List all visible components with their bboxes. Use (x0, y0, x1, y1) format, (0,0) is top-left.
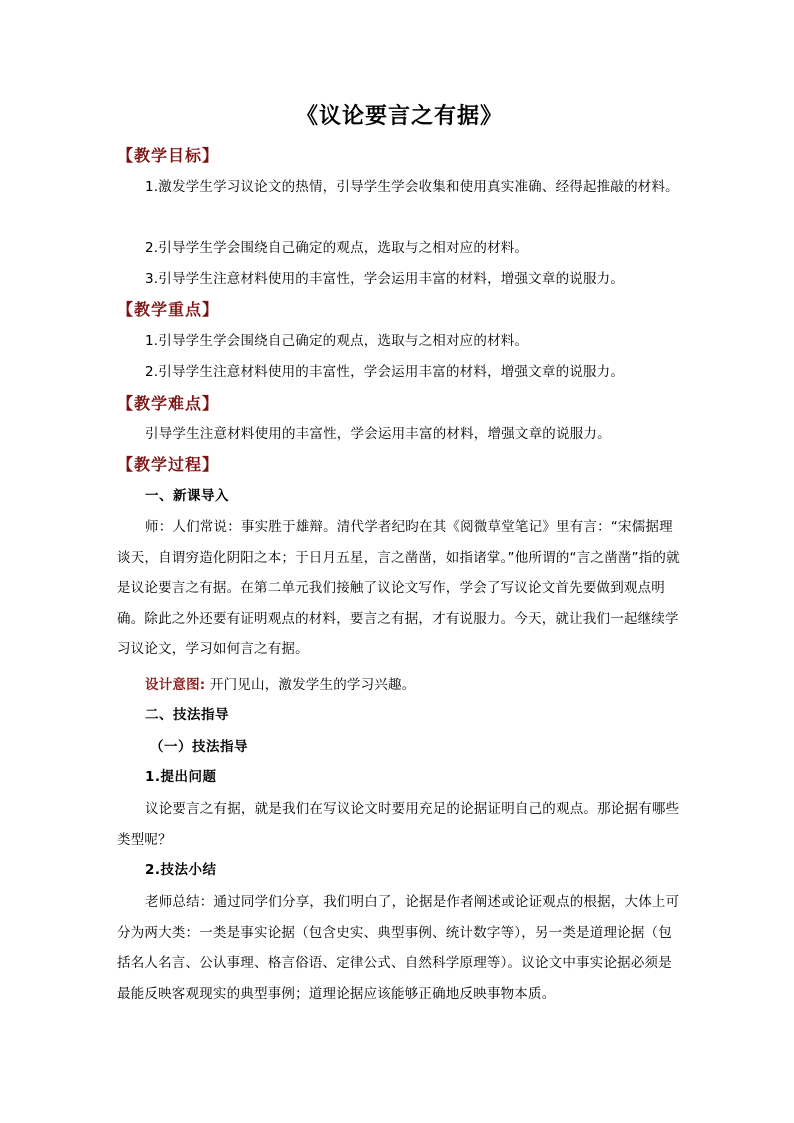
step1-title: 1.提出问题 (145, 769, 217, 785)
key-point-item-2: 2.引导学生注意材料使用的丰富性，学会运用丰富的材料，增强文章的说服力。 (145, 364, 625, 380)
design-intent-label: 设计意图: (145, 677, 206, 693)
heading-objectives: 【教学目标】 (117, 146, 220, 165)
step2-text: 老师总结：通过同学们分享，我们明白了，论据是作者阐述或论证观点的根据，大体上可分为两大类：一类是事实论据（包含史实、典型事例、统计数字等），另一类是道理论据（包括名人名言、公认事理、格言俗语、定律公式、自然科学原理等）。议论文中事实论据必须是最能反映客观现实的典型事例；道理论据应该能够正确地反映事物本质。 (117, 894, 680, 1002)
objective-item-1: 1.激发学生学习议论文的热情，引导学生学会收集和使用真实准确、经得起推敲的材料。 (145, 179, 679, 195)
step2-title: 2.技法小结 (145, 862, 217, 878)
document-title: 《议论要言之有据》 (295, 103, 503, 129)
sub1-title: （一）技法指导 (150, 739, 248, 755)
part2-title: 二、技法指导 (145, 707, 229, 723)
heading-key-points: 【教学重点】 (117, 300, 220, 319)
objective-item-2: 2.引导学生学会围绕自己确定的观点，选取与之相对应的材料。 (145, 240, 529, 256)
difficulty-text: 引导学生注意材料使用的丰富性，学会运用丰富的材料，增强文章的说服力。 (145, 426, 611, 442)
design-intent (117, 670, 682, 701)
heading-process: 【教学过程】 (117, 455, 220, 474)
design-intent-text: 开门见山，激发学生的学习兴趣。 (205, 677, 416, 693)
part1-title: 一、新课导入 (145, 488, 229, 504)
heading-difficulties: 【教学难点】 (117, 394, 220, 413)
intro-paragraph: 师：人们常说：事实胜于雄辩。清代学者纪昀在其《阅微草堂笔记》里有言：“宋儒据理谈天，自谓穷造化阴阳之本；于日月五星，言之凿凿，如指诸掌。”他所谓的“言之凿凿”指的就是议论要言之有据。在第二单元我们接触了议论文写作，学会了写议论文首先要做到观点明确。除此之外还要有证明观点的材料，要言之有据，才有说服力。今天，就让我们一起继续学习议论文，学习如何言之有据。 (117, 519, 680, 657)
objective-item-3: 3.引导学生注意材料使用的丰富性，学会运用丰富的材料，增强文章的说服力。 (145, 271, 625, 287)
step1-text: 议论要言之有据，就是我们在写议论文时要用充足的论据证明自己的观点。那论据有哪些类型呢？ (117, 801, 680, 848)
key-point-item-1: 1.引导学生学会围绕自己确定的观点，选取与之相对应的材料。 (145, 333, 529, 349)
